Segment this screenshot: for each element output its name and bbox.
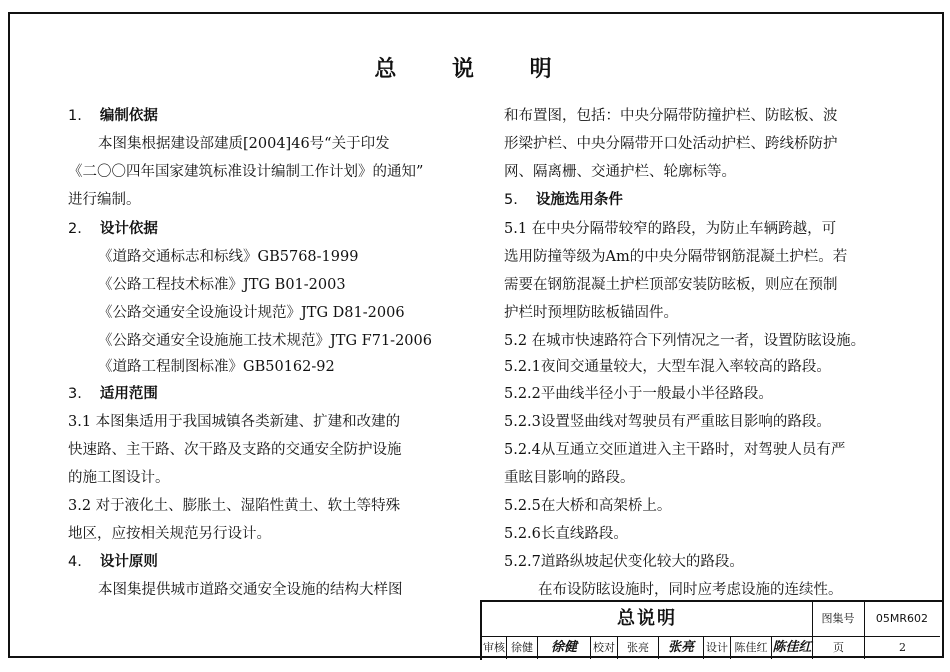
title-block-sign-row [482, 637, 940, 659]
paragraph-line: 《二〇〇四年国家建筑标准设计编制工作计划》的通知” [68, 164, 424, 180]
paragraph-line: 需要在钢筋混凝土护栏顶部安装防眩板，则应在预制 [504, 277, 838, 293]
paragraph-line: 5.2.5在大桥和高架桥上。 [504, 498, 672, 514]
paragraph-line: 在布设防眩设施时，同时应考虑设施的连续性。 [538, 582, 843, 598]
page-title: 总 说 明 [374, 57, 576, 82]
reference-line: 《公路交通安全设施设计规范》JTG D81-2006 [98, 305, 405, 321]
reference-line: 《道路工程制图标准》GB50162-92 [98, 359, 335, 375]
reviewer-name: 徐健 [507, 637, 538, 659]
atlas-number-label: 图集号 [812, 602, 865, 636]
paragraph-line: 5.2.1夜间交通量较大，大型车混入率较高的路段。 [504, 359, 831, 375]
section-4-heading: 4. 设计原则 [68, 554, 158, 570]
reference-line: 《公路交通安全设施施工技术规范》JTG F71-2006 [98, 333, 432, 349]
reference-line: 《道路交通标志和标线》GB5768-1999 [98, 249, 359, 265]
title-block-top-row [482, 602, 940, 637]
paragraph-line: 5.1 在中央分隔带较窄的路段，为防止车辆跨越，可 [504, 221, 837, 237]
paragraph-line: 5.2.7道路纵坡起伏变化较大的路段。 [504, 554, 744, 570]
paragraph-line: 进行编制。 [68, 192, 141, 208]
atlas-number: 05MR602 [875, 612, 929, 625]
paragraph-line: 护栏时预埋防眩板锚固件。 [504, 305, 678, 321]
paragraph-line: 本图集根据建设部建质[2004]46号“关于印发 [98, 136, 390, 152]
section-3-heading: 3. 适用范围 [68, 386, 158, 402]
paragraph-line: 5.2 在城市快速路符合下列情况之一者，设置防眩设施。 [504, 333, 866, 349]
paragraph-line: 重眩目影响的路段。 [504, 470, 635, 486]
paragraph-line: 形梁护栏、中央分隔带开口处活动护栏、跨线桥防护 [504, 136, 838, 152]
reviewer-signature: 徐健 [538, 637, 591, 659]
paragraph-line: 快速路、主干路、次干路及支路的交通安全防护设施 [68, 442, 402, 458]
page-label: 页 [813, 637, 865, 659]
paragraph-line: 网、隔离栅、交通护栏、轮廓标等。 [504, 164, 736, 180]
section-5-heading: 5. 设施选用条件 [504, 192, 623, 208]
paragraph-line: 5.2.6长直线路段。 [504, 526, 628, 542]
drawing-name: 总说明 [482, 602, 813, 636]
paragraph-line: 本图集提供城市道路交通安全设施的结构大样图 [98, 582, 403, 598]
paragraph-line: 的施工图设计。 [68, 470, 170, 486]
check-label: 校对 [591, 637, 618, 659]
title-block [480, 600, 942, 660]
paragraph-line: 5.2.4从互通立交匝道进入主干路时，对驾驶人员有严 [504, 442, 846, 458]
paragraph-line: 选用防撞等级为Am的中央分隔带钢筋混凝土护栏。若 [504, 249, 848, 265]
designer-name: 陈佳红 [731, 637, 772, 659]
paragraph-line: 5.2.3设置竖曲线对驾驶员有严重眩目影响的路段。 [504, 414, 831, 430]
section-1-heading: 1. 编制依据 [68, 108, 158, 124]
paragraph-line: 地区，应按相关规范另行设计。 [68, 526, 271, 542]
paragraph-line: 5.2.2平曲线半径小于一般最小半径路段。 [504, 386, 773, 402]
paragraph-line: 3.2 对于液化土、膨胀土、湿陷性黄土、软土等特殊 [68, 498, 401, 514]
designer-signature: 陈佳红 [772, 637, 813, 659]
reference-line: 《公路工程技术标准》JTG B01-2003 [98, 277, 346, 293]
paragraph-line: 3.1 本图集适用于我国城镇各类新建、扩建和改建的 [68, 414, 401, 430]
section-2-heading: 2. 设计依据 [68, 221, 158, 237]
checker-name: 张亮 [618, 637, 659, 659]
page-number: 2 [899, 641, 906, 654]
design-label: 设计 [704, 637, 731, 659]
paragraph-line: 和布置图，包括：中央分隔带防撞护栏、防眩板、波 [504, 108, 838, 124]
checker-signature: 张亮 [659, 637, 704, 659]
review-label: 审核 [482, 637, 507, 659]
